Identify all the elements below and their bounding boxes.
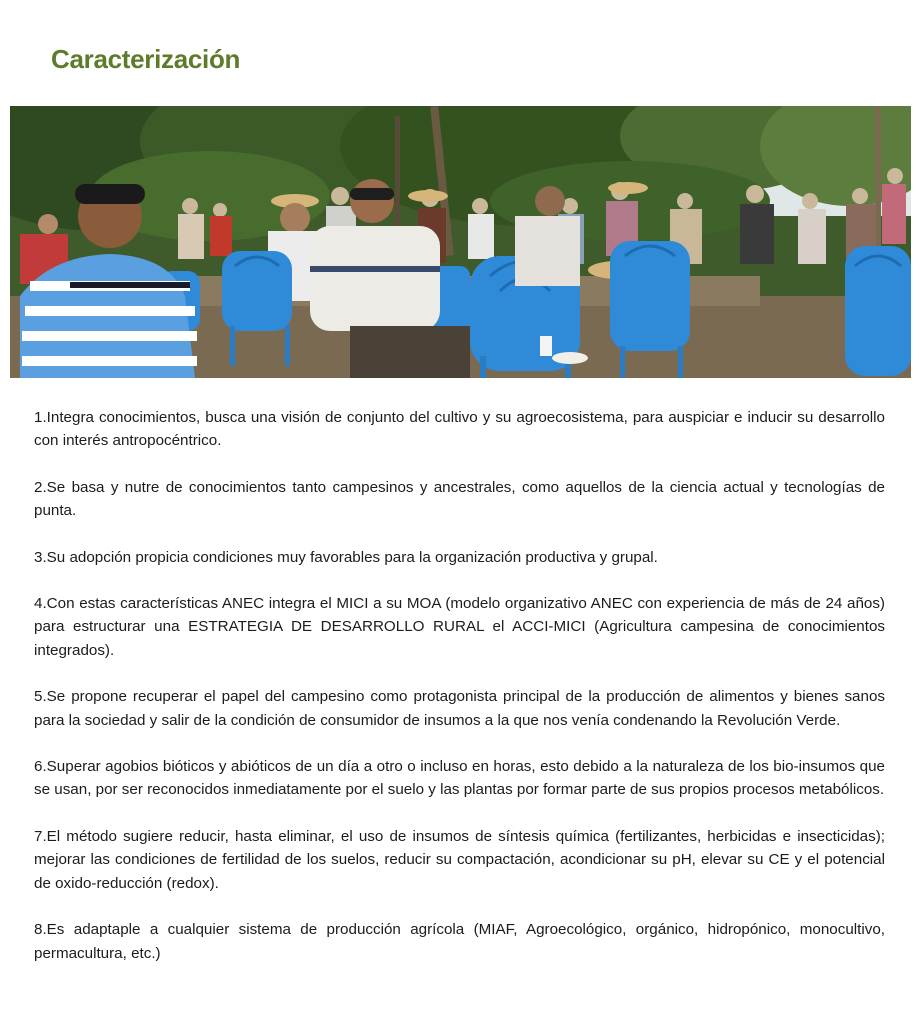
list-item: 7.El método sugiere reducir, hasta eliminar, el uso de insumos de síntesis química (fertilizantes, herbicidas e insecticidas); mejorar las condiciones de fertilidad de los suelos, reducir su compactación, acondicionar su pH, elevar su CE y el potencial de oxido-reducción (redox). <box>34 827 885 892</box>
list-item: 2.Se basa y nutre de conocimientos tanto campesinos y ancestrales, como aquellos de la ciencia actual y tecnologías de punta. <box>34 478 885 520</box>
list-item: 8.Es adaptaple a cualquier sistema de producción agrícola (MIAF, Agroecológico, orgánico, hidropónico, monocultivo, permacultura, etc.) <box>34 921 885 962</box>
characteristics-list <box>34 406 885 988</box>
list-item: 5.Se propone recuperar el papel del campesino como protagonista principal de la producción de alimentos y bienes sanos para la sociedad y salir de la condición de consumidor de insumos a la que nos venía condenando la Revolución Verde. <box>34 688 885 729</box>
list-item: 4.Con estas características ANEC integra el MICI a su MOA (modelo organizativo ANEC con experiencia de más de 24 años) para estructurar una ESTRATEGIA DE DESARROLLO RURAL el ACCI-MICI (Agricultura campesina de conocimientos integrados). <box>34 595 885 659</box>
page-title: Caracterización <box>51 44 241 74</box>
photo-meeting-farmers <box>10 106 911 378</box>
list-item: 6.Superar agobios bióticos y abióticos de un día a otro o incluso en horas, esto debido a la naturaleza de los bio-insumos que se usan, por ser reconocidos inmediatamente por el suelo y las plantas por formar parte de sus propios procesos metabólicos. <box>34 758 885 799</box>
list-item: 1.Integra conocimientos, busca una visión de conjunto del cultivo y su agroecosistema, para auspiciar e inducir su desarrollo con interés antropocéntrico. <box>34 409 885 450</box>
list-item: 3.Su adopción propicia condiciones muy favorables para la organización productiva y grupal. <box>34 548 658 566</box>
